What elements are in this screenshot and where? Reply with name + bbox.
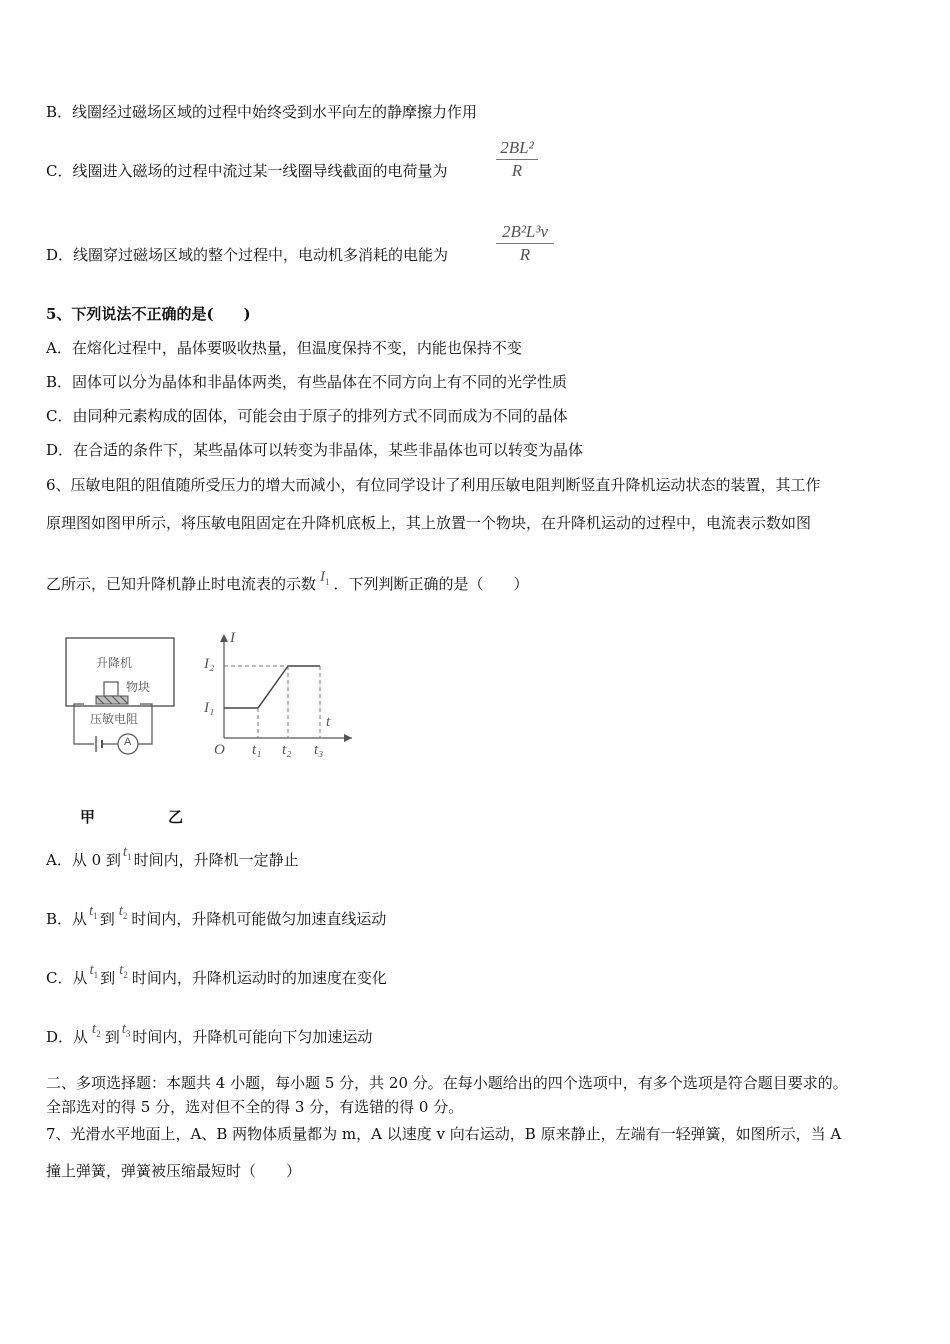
q5-option-d: D．在合适的条件下，某些晶体可以转变为非晶体，某些非晶体也可以转变为晶体	[46, 441, 584, 459]
q6-stem-line2: 原理图如图甲所示，将压敏电阻固定在升降机底板上，其上放置一个物块，在升降机运动的过程中，电流表示数如图	[46, 514, 812, 532]
caption-yi: 乙	[168, 808, 184, 826]
q6-option-c: C．从 $t_1$ 到 $t_2$ 时间内，升降机运动时的加速度在变化	[46, 962, 387, 987]
fraction-numerator: 2BL²	[500, 138, 534, 157]
q5-option-a: A．在熔化过程中，晶体要吸收热量，但温度保持不变，内能也保持不变	[46, 339, 522, 357]
section2-line1: 二、多项选择题：本题共 4 小题，每小题 5 分，共 20 分。在每小题给出的四个选项中，有多个选项是符合题目要求的。	[46, 1074, 848, 1092]
q6-option-a: A．从 0 到 $t_1$ 时间内，升降机一定静止	[46, 844, 299, 869]
q4-option-c: C．线圈进入磁场的过程中流过某一线圈导线截面的电荷量为	[46, 162, 448, 180]
q6-stem-line3: 乙所示，已知升降机静止时电流表的示数 $I_1$ ．下列判断正确的是（ ）	[46, 569, 529, 593]
x-axis-label: t	[326, 714, 331, 730]
origin-label: O	[214, 742, 225, 758]
q5-option-c: C．由同种元素构成的固体，可能会由于原子的排列方式不同而成为不同的晶体	[46, 407, 568, 425]
fraction-numerator: 2B²L³v	[501, 222, 549, 241]
ammeter-label: A	[124, 736, 132, 748]
x-tick-t1: t₁	[252, 742, 262, 758]
x-tick-t3: t₃	[314, 742, 324, 758]
fraction-denominator: R	[511, 161, 523, 180]
symbol-i1: $I_1$	[320, 569, 330, 587]
q6-stem-line1: 6、压敏电阻的阻值随所受压力的增大而减小，有位同学设计了利用压敏电阻判断竖直升降机运动状态的装置，其工作	[46, 476, 821, 494]
q4-option-d: D．线圈穿过磁场区域的整个过程中，电动机多消耗的电能为	[46, 246, 449, 264]
fraction-denominator: R	[519, 245, 531, 264]
q4-option-c-fraction	[496, 138, 538, 181]
caption-jia: 甲	[80, 808, 96, 826]
q5-stem: 5、下列说法不正确的是( )	[46, 305, 251, 323]
q4-option-b: B．线圈经过磁场区域的过程中始终受到水平向左的静摩擦力作用	[46, 103, 478, 121]
q7-stem-line2: 撞上弹簧，弹簧被压缩最短时（ ）	[46, 1162, 302, 1180]
x-tick-t2: t₂	[282, 742, 292, 758]
q6-option-b: B．从 $t_1$ 到 $t_2$ 时间内，升降机可能做匀加速直线运动	[46, 903, 387, 928]
resistor-label: 压敏电阻	[90, 712, 139, 726]
q7-stem-line1: 7、光滑水平地面上，A、B 两物体质量都为 m，A 以速度 v 向右运动，B 原来静止，左端有一轻弹簧，如图所示，当 A	[46, 1125, 842, 1143]
y-tick-i2: I₂	[204, 656, 215, 672]
block-label: 物块	[126, 680, 151, 694]
elevator-label: 升降机	[96, 656, 133, 670]
y-tick-i1: I₁	[204, 700, 215, 716]
q4-option-d-fraction	[496, 222, 554, 265]
q5-option-b: B．固体可以分为晶体和非晶体两类，有些晶体在不同方向上有不同的光学性质	[46, 373, 568, 391]
current-curve	[224, 666, 320, 708]
y-axis-label: I	[230, 630, 235, 646]
figure-yi-graph	[196, 630, 356, 762]
section2-line2: 全部选对的得 5 分，选对但不全的得 3 分，有选错的得 0 分。	[46, 1098, 464, 1116]
q6-option-d: D．从 $t_2$ 到 $t_3$ 时间内，升降机可能向下匀加速运动	[46, 1021, 373, 1046]
